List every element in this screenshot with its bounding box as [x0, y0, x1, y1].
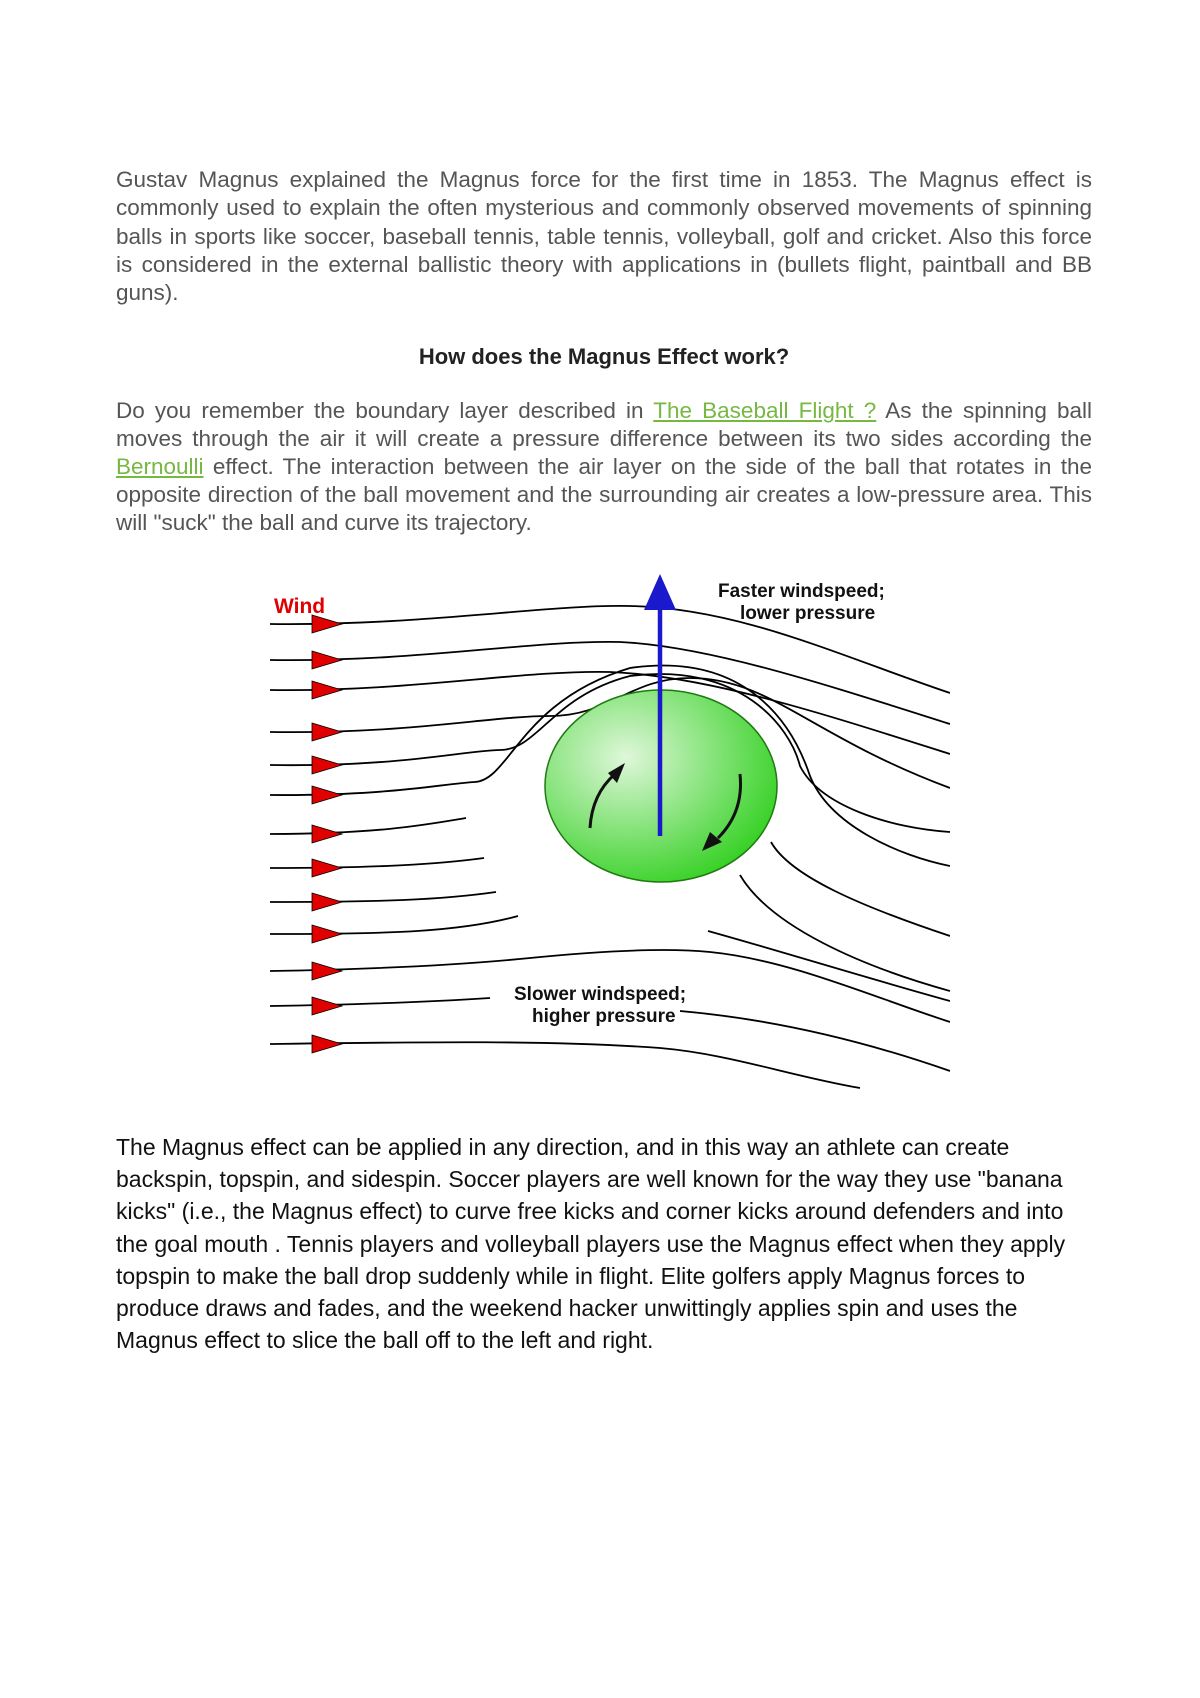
streamline — [771, 842, 950, 936]
baseball-flight-link[interactable]: The Baseball Flight ? — [653, 398, 877, 423]
streamline — [740, 875, 950, 991]
intro-paragraph: Gustav Magnus explained the Magnus force for the first time in 1853. The Magnus effect is commonly used to explain the often mysterious and commonly observed movements of spinning balls in sports like soccer, baseball tennis, table tennis, volleyball, golf and cricket. Also this force is considered in the external ballistic theory with applications in (bullets flight, paintball and BB guns). — [116, 167, 1092, 306]
wind-label: Wind — [274, 595, 326, 618]
bottom-pressure-label-line2: higher pressure — [532, 1006, 676, 1027]
top-pressure-label-line1: Faster windspeed; — [718, 581, 885, 602]
wind-arrow-icon — [312, 859, 342, 877]
wind-arrow-icon — [312, 723, 342, 741]
bernoulli-link[interactable]: Bernoulli — [116, 454, 204, 479]
wind-arrow-icon — [312, 925, 342, 943]
streamline — [708, 931, 950, 1001]
wind-arrow-icon — [312, 681, 342, 699]
wind-arrows — [312, 615, 342, 1053]
wind-arrow-icon — [312, 825, 342, 843]
streamline — [270, 916, 518, 934]
magnus-effect-diagram — [270, 566, 950, 1106]
wind-arrow-icon — [312, 962, 342, 980]
text-segment: Do you remember the boundary layer described in — [116, 398, 654, 423]
wind-arrow-icon — [312, 893, 342, 911]
top-pressure-label-line2: lower pressure — [740, 603, 876, 624]
bottom-pressure-label-line1: Slower windspeed; — [514, 984, 687, 1005]
streamline — [270, 858, 484, 868]
streamline — [270, 818, 466, 834]
wind-arrow-icon — [312, 786, 342, 804]
streamline — [270, 998, 490, 1006]
wind-arrow-icon — [312, 651, 342, 669]
streamline — [270, 1042, 860, 1088]
streamline — [680, 1011, 950, 1071]
application-paragraph: The Magnus effect can be applied in any direction, and in this way an athlete can create backspin, topspin, and sidespin. Soccer players are well known for the way they use "banana kicks" (i.e., the Magnus effect) to curve free kicks and corner kicks around defenders and into the goal mouth . Tennis players and volleyball players use the Magnus effect when they apply topspin to make the ball drop suddenly while in flight. Elite golfers apply Magnus forces to produce draws and fades, and the weekend hacker unwittingly applies spin and uses the Magnus effect to slice the ball off to the left and right. — [116, 1134, 1066, 1354]
text-segment: As the spinning ball moves through the air it will create a pressure difference between its two sides according the — [116, 398, 1093, 451]
how-it-works-paragraph — [116, 397, 1092, 537]
section-heading: How does the Magnus Effect work? — [418, 344, 790, 369]
wind-arrow-icon — [312, 756, 342, 774]
wind-arrow-icon — [312, 1035, 342, 1053]
wind-arrow-icon — [312, 997, 342, 1015]
text-segment: effect. The interaction between the air layer on the side of the ball that rotates in the opposite direction of the ball movement and the surrounding air creates a low-pressure area. This will "suck" the ball and curve its trajectory. — [116, 454, 1092, 535]
streamline — [270, 892, 496, 902]
